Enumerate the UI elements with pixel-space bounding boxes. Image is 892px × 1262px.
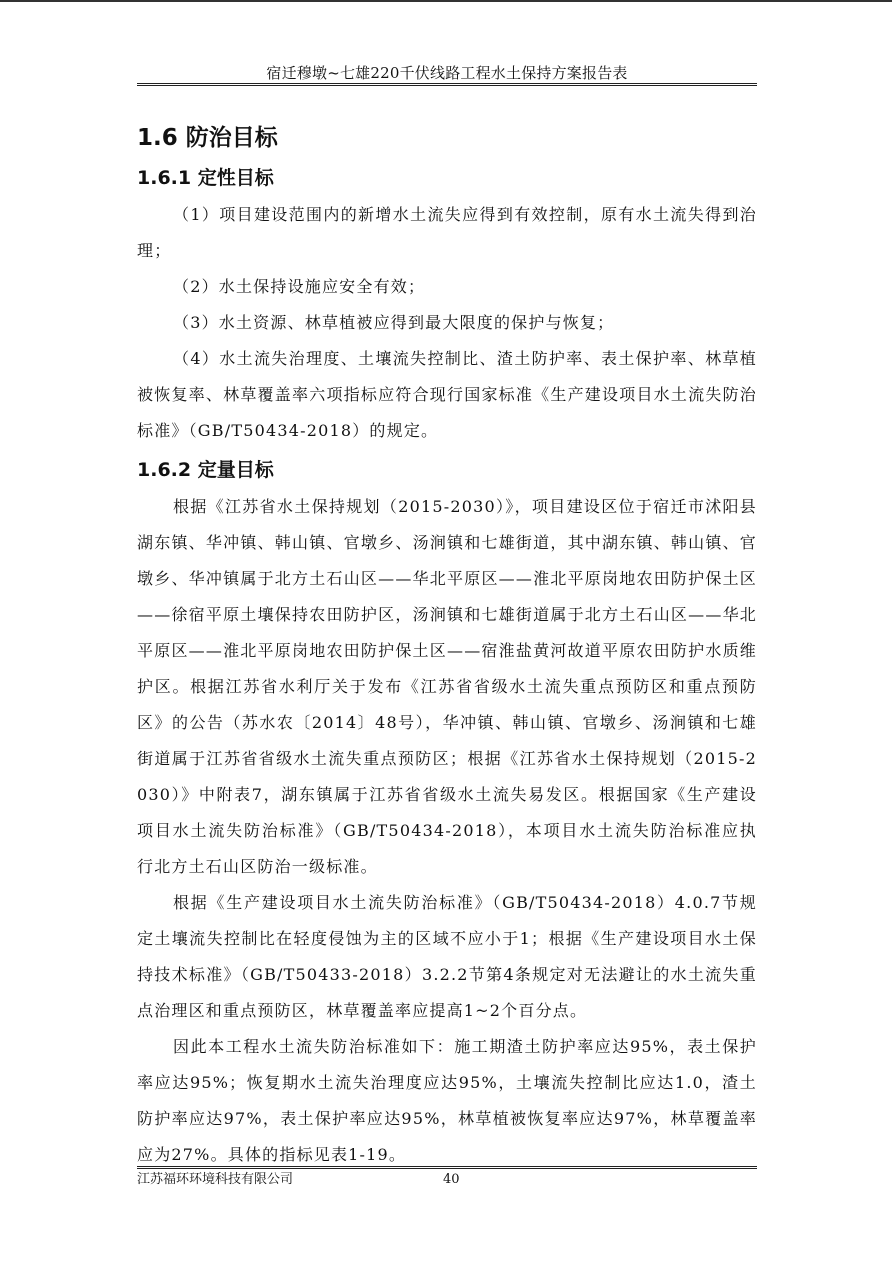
section-heading: 1.6 防治目标 <box>137 125 278 151</box>
running-header: 宿迁穆墩~七雄220千伏线路工程水土保持方案报告表 <box>266 64 628 82</box>
header-rule <box>137 83 757 84</box>
paragraph: 根据《江苏省水土保持规划（2015-2030）》，项目建设区位于宿迁市沭阳县湖东镇、华冲镇、韩山镇、官墩乡、汤涧镇和七雄街道，其中湖东镇、韩山镇、官墩乡、华冲镇属于北方土石山区——华北平原区——淮北平原岗地农田防护保土区——徐宿平原土壤保持农田防护区，汤涧镇和七雄街道属于北方土石山区——华北平原区——淮北平原岗地农田防护保土区——宿淮盐黄河故道平原农田防护水质维护区。根据江苏省水利厅关于发布《江苏省省级水土流失重点预防区和重点预防区》的公告（苏水农〔2014〕48号），华冲镇、韩山镇、官墩乡、汤涧镇和七雄街道属于江苏省省级水土流失重点预防区；根据《江苏省水土保持规划（2015-2030）》中附表7，湖东镇属于江苏省省级水土流失易发区。根据国家《生产建设项目水土流失防治标准》（GB/T50434-2018），本项目水土流失防治标准应执行北方土石山区防治一级标准。 <box>137 497 757 876</box>
page-top-border <box>0 0 892 2</box>
subsection-heading-quantitative: 1.6.2 定量目标 <box>137 459 274 481</box>
footer-company: 江苏福环环境科技有限公司 <box>137 1172 294 1187</box>
page-body <box>137 119 757 1173</box>
paragraph: （2）水土保持设施应安全有效； <box>173 277 426 296</box>
header-rule <box>137 85 757 86</box>
footer-rule <box>137 1168 757 1169</box>
paragraph: （4）水土流失治理度、土壤流失控制比、渣土防护率、表土保护率、林草植被恢复率、林草覆盖率六项指标应符合现行国家标准《生产建设项目水土流失防治标准》（GB/T50434-2018）的规定。 <box>137 349 757 440</box>
footer-rule <box>137 1166 757 1167</box>
paragraph: （3）水土资源、林草植被应得到最大限度的保护与恢复； <box>173 313 615 332</box>
paragraph: （1）项目建设范围内的新增水土流失应得到有效控制，原有水土流失得到治理； <box>137 205 757 260</box>
paragraph: 根据《生产建设项目水土流失防治标准》（GB/T50434-2018）4.0.7节规定土壤流失控制比在轻度侵蚀为主的区域不应小于1；根据《生产建设项目水土保持技术标准》（GB/T50433-2018）3.2.2节第4条规定对无法避让的水土流失重点治理区和重点预防区，林草覆盖率应提高1~2个百分点。 <box>137 893 757 1020</box>
page-number: 40 <box>443 1172 460 1187</box>
subsection-heading-qualitative: 1.6.1 定性目标 <box>137 167 274 189</box>
paragraph: 因此本工程水土流失防治标准如下：施工期渣土防护率应达95%，表土保护率应达95%；恢复期水土流失治理度应达95%，土壤流失控制比应达1.0，渣土防护率应达97%，表土保护率应达95%，林草植被恢复率应达97%，林草覆盖率应为27%。具体的指标见表1-19。 <box>137 1037 757 1164</box>
